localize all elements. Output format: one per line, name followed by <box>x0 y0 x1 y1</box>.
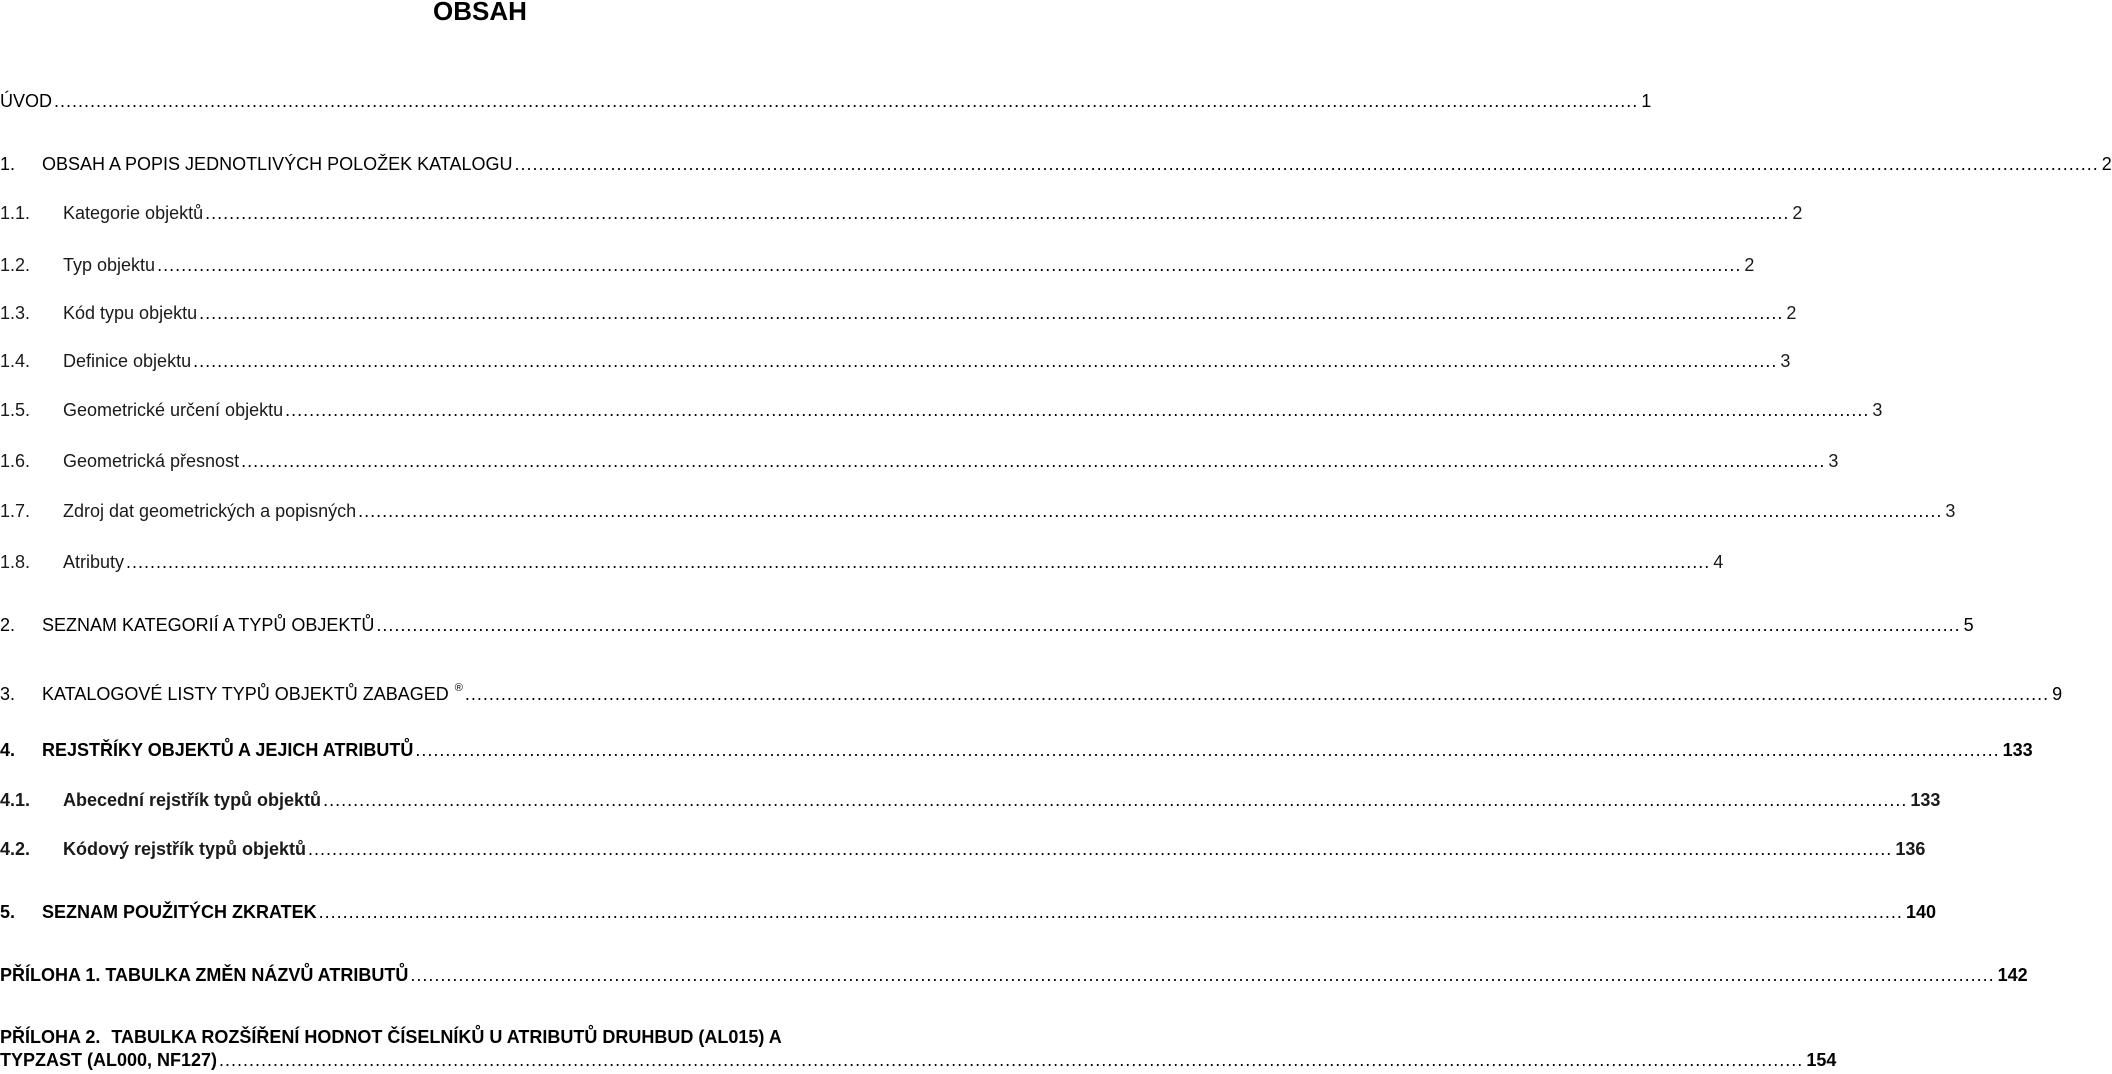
toc-entry-number: 1. <box>0 154 16 174</box>
toc-entry-1-1[interactable] <box>0 202 1803 224</box>
toc-entry-1-2[interactable] <box>0 254 1755 276</box>
toc-entry-2[interactable] <box>0 614 1974 636</box>
toc-page-number: 5 <box>1963 615 1974 635</box>
toc-entry-appendix-2-line2[interactable] <box>0 1049 1837 1071</box>
toc-entry-label: Zdroj dat geometrických a popisných <box>63 501 357 521</box>
toc-entry-number: 3. <box>0 684 16 704</box>
toc-entry-4-2[interactable] <box>0 838 1926 860</box>
toc-entry-label: Geometrické určení objektu <box>63 400 284 420</box>
toc-leader-dots <box>323 789 1907 811</box>
toc-leader-dots <box>376 614 1960 636</box>
toc-page-number: 2 <box>1792 203 1803 223</box>
toc-leader-dots <box>205 202 1789 224</box>
toc-entry-number: 4. <box>0 740 16 760</box>
toc-entry-1-5[interactable] <box>0 399 1883 421</box>
toc-entry-number: 4.2. <box>0 839 31 859</box>
toc-entry-1-8[interactable] <box>0 551 1724 573</box>
toc-entry-1-4[interactable] <box>0 350 1791 372</box>
toc-entry-number: 4.1. <box>0 790 31 810</box>
toc-page-number: 9 <box>2052 684 2063 704</box>
toc-leader-dots <box>157 254 1741 276</box>
toc-entry-label: REJSTŘÍKY OBJEKTŮ A JEJICH ATRIBUTŮ <box>42 740 414 760</box>
toc-leader-dots <box>358 500 1942 522</box>
toc-page-number: 140 <box>1905 902 1936 922</box>
toc-entry-uvod[interactable] <box>0 90 1652 112</box>
toc-entry-3[interactable] <box>0 677 2063 705</box>
toc-entry-label: Atributy <box>63 552 125 572</box>
toc-entry-1-6[interactable] <box>0 450 1839 472</box>
toc-entry-5[interactable] <box>0 901 1936 923</box>
toc-entry-1-3[interactable] <box>0 302 1797 324</box>
toc-page-number: 3 <box>1780 351 1791 371</box>
toc-entry-number: 1.1. <box>0 203 31 223</box>
toc-entry-number: 1.7. <box>0 501 31 521</box>
toc-leader-dots <box>465 683 2049 705</box>
toc-leader-dots <box>126 551 1710 573</box>
toc-page-number: 2 <box>1744 255 1755 275</box>
registered-mark: ® <box>454 682 463 694</box>
toc-page-number: 133 <box>2002 740 2033 760</box>
toc-page-number: 2 <box>2101 154 2112 174</box>
toc-leader-dots <box>410 964 1994 986</box>
toc-entry-label: Kód typu objektu <box>63 303 198 323</box>
toc-page-number: 136 <box>1895 839 1926 859</box>
toc-entry-label: OBSAH A POPIS JEDNOTLIVÝCH POLOŽEK KATALOGU <box>42 154 513 174</box>
toc-entry-label <box>42 677 463 705</box>
toc-entry-label: ÚVOD <box>0 91 53 111</box>
toc-leader-dots <box>319 901 1903 923</box>
toc-entry-number: 1.6. <box>0 451 31 471</box>
toc-page-number: 3 <box>1872 400 1883 420</box>
toc-leader-dots <box>514 153 2098 175</box>
toc-leader-dots <box>241 450 1825 472</box>
toc-entry-label: Kódový rejstřík typů objektů <box>63 839 307 859</box>
toc-page-number: 154 <box>1806 1050 1837 1070</box>
toc-entry-number: 5. <box>0 902 16 922</box>
toc-entry-1-7[interactable] <box>0 500 1956 522</box>
page-title: OBSAH <box>433 0 527 26</box>
toc-entry-number: PŘÍLOHA 2. <box>0 1027 101 1047</box>
toc-entry-label: SEZNAM POUŽITÝCH ZKRATEK <box>42 902 317 922</box>
toc-leader-dots <box>285 399 1869 421</box>
toc-leader-dots <box>219 1049 1803 1071</box>
toc-entry-number: PŘÍLOHA 1. <box>0 965 101 985</box>
toc-page-number: 3 <box>1945 501 1956 521</box>
toc-entry-4[interactable] <box>0 739 2033 761</box>
toc-page-number: 133 <box>1910 790 1941 810</box>
toc-page-number: 4 <box>1713 552 1724 572</box>
toc-entry-number: 1.5. <box>0 400 31 420</box>
toc-entry-appendix-1[interactable] <box>0 964 2028 986</box>
toc-leader-dots <box>193 350 1777 372</box>
toc-entry-label: Typ objektu <box>63 255 156 275</box>
toc-page-number: 2 <box>1786 303 1797 323</box>
toc-entry-appendix-2-line1[interactable] <box>0 1026 960 1048</box>
toc-entry-label: Geometrická přesnost <box>63 451 240 471</box>
toc-leader-dots <box>415 739 1999 761</box>
toc-entry-number: 1.8. <box>0 552 31 572</box>
toc-entry-label-text: KATALOGOVÉ LISTY TYPŮ OBJEKTŮ ZABAGED <box>42 684 449 704</box>
toc-page-number: 1 <box>1641 91 1652 111</box>
toc-entry-label: Definice objektu <box>63 351 192 371</box>
toc-entry-label: Abecední rejstřík typů objektů <box>63 790 322 810</box>
toc-page-number: 3 <box>1828 451 1839 471</box>
toc-entry-number: 1.3. <box>0 303 31 323</box>
toc-leader-dots <box>308 838 1892 860</box>
toc-entry-number: 1.2. <box>0 255 31 275</box>
toc-entry-label-continuation: TYPZAST (AL000, NF127) <box>0 1050 218 1070</box>
toc-entry-number: 2. <box>0 615 16 635</box>
toc-entry-label: Kategorie objektů <box>63 203 204 223</box>
toc-entry-number: 1.4. <box>0 351 31 371</box>
toc-entry-label: TABULKA ROZŠÍŘENÍ HODNOT ČÍSELNÍKŮ U ATRIBUTŮ DRUHBUD (AL015) A <box>111 1027 782 1047</box>
toc-entry-1[interactable] <box>0 153 2112 175</box>
toc-entry-label: TABULKA ZMĚN NÁZVŮ ATRIBUTŮ <box>105 965 409 985</box>
toc-entry-4-1[interactable] <box>0 789 1941 811</box>
toc-leader-dots <box>199 302 1783 324</box>
toc-leader-dots <box>54 90 1638 112</box>
toc-entry-label: SEZNAM KATEGORIÍ A TYPŮ OBJEKTŮ <box>42 615 375 635</box>
toc-page-number: 142 <box>1997 965 2028 985</box>
